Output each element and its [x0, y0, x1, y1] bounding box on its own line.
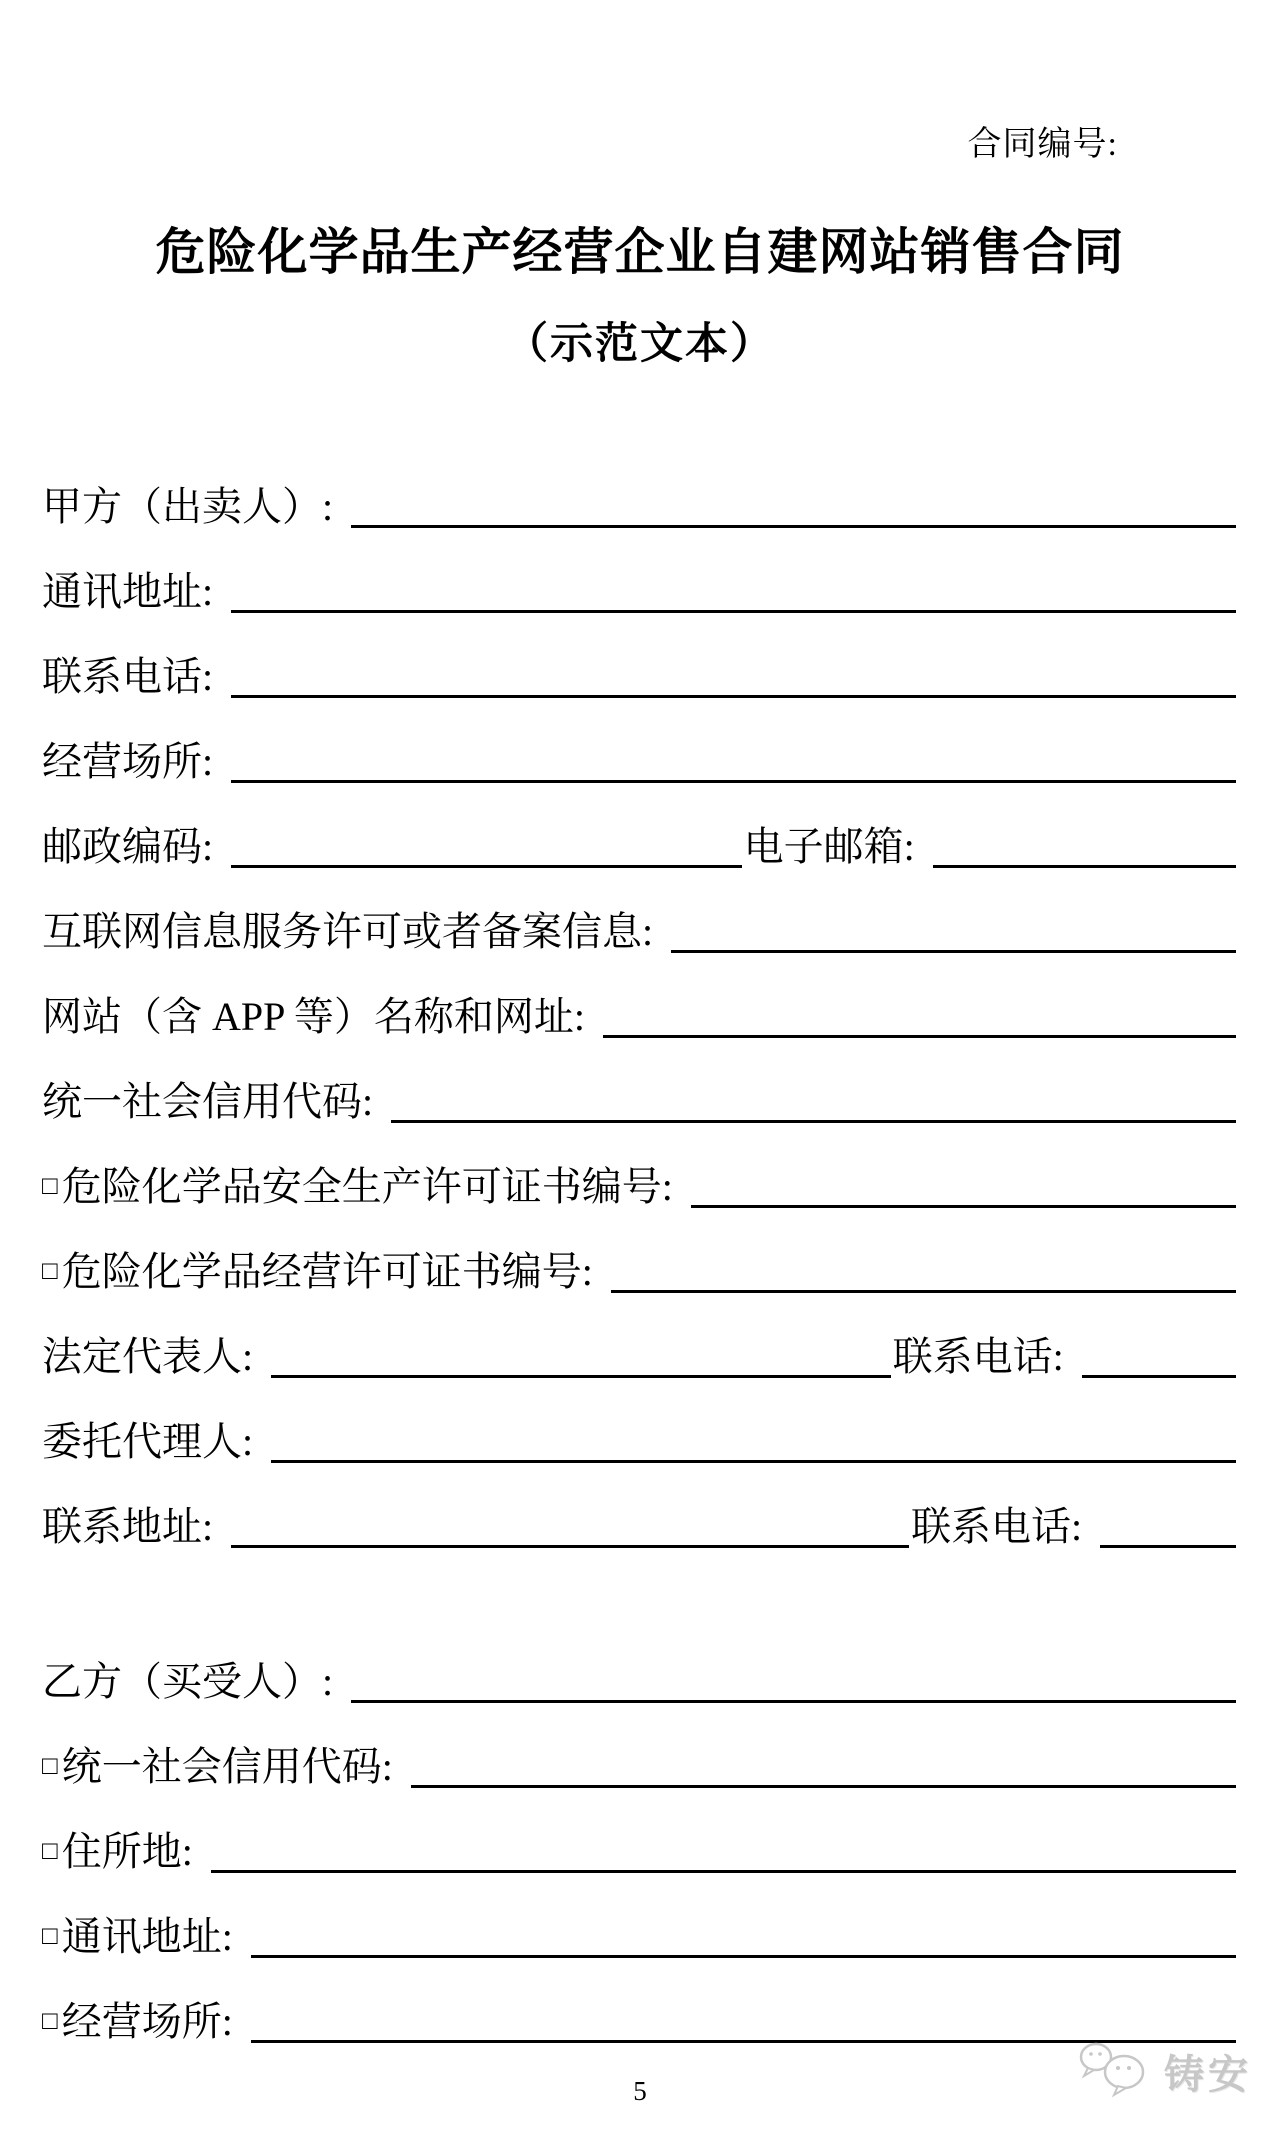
- field-label: 通讯地址:: [42, 569, 214, 615]
- fill-in-line: [1100, 1533, 1236, 1548]
- form-row: [42, 814, 1236, 868]
- checkbox-icon: □: [42, 1836, 58, 1865]
- checkbox-icon: □: [42, 2006, 58, 2035]
- field-label: 统一社会信用代码:: [42, 1079, 374, 1125]
- fill-in-line: [231, 768, 1236, 783]
- fill-in-line: [411, 1773, 1236, 1788]
- form-row: [42, 984, 1236, 1038]
- fill-in-line: [603, 1023, 1236, 1038]
- field-label: 统一社会信用代码:: [61, 1744, 393, 1790]
- watermark: [1076, 2040, 1252, 2103]
- field-label: 联系电话:: [911, 1504, 1083, 1550]
- field-label: 电子邮箱:: [743, 824, 915, 870]
- form-row: [42, 1904, 1236, 1958]
- fill-in-form: [42, 474, 1236, 2074]
- fill-in-line: [351, 513, 1236, 528]
- form-row: [42, 1734, 1236, 1788]
- fill-in-line: [671, 938, 1236, 953]
- form-row: [42, 559, 1236, 613]
- field-label: 委托代理人:: [42, 1419, 254, 1465]
- field-label: 邮政编码:: [42, 824, 214, 870]
- field-label: 甲方（出卖人）:: [42, 484, 334, 530]
- fill-in-line: [691, 1193, 1236, 1208]
- field-label: 法定代表人:: [42, 1334, 254, 1380]
- fill-in-line: [251, 1943, 1236, 1958]
- contract-subtitle: （示范文本）: [505, 321, 775, 368]
- form-row: [42, 1649, 1236, 1703]
- section-party-b: [42, 1649, 1236, 2043]
- field-label: 联系地址:: [42, 1504, 214, 1550]
- fill-in-line: [211, 1858, 1236, 1873]
- form-row: [42, 1819, 1236, 1873]
- checkbox-icon: □: [42, 1921, 58, 1950]
- form-row: [42, 729, 1236, 783]
- field-label: 经营场所:: [61, 1999, 233, 2045]
- form-row: [42, 1494, 1236, 1548]
- field-label: 网站（含 APP 等）名称和网址:: [42, 994, 586, 1040]
- wechat-bubbles-icon: [1076, 2040, 1154, 2103]
- form-row: [42, 1409, 1236, 1463]
- fill-in-line: [391, 1108, 1236, 1123]
- field-label: 危险化学品经营许可证书编号:: [61, 1249, 593, 1295]
- field-label: 通讯地址:: [61, 1914, 233, 1960]
- field-label: 互联网信息服务许可或者备案信息:: [42, 909, 654, 955]
- field-label: 经营场所:: [42, 739, 214, 785]
- checkbox-icon: □: [42, 1256, 58, 1285]
- fill-in-line: [933, 853, 1236, 868]
- fill-in-line: [611, 1278, 1236, 1293]
- fill-in-line: [1082, 1363, 1236, 1378]
- fill-in-line: [231, 853, 741, 868]
- form-row: [42, 1069, 1236, 1123]
- watermark-text: 铸安: [1164, 2052, 1252, 2097]
- fill-in-line: [231, 1533, 909, 1548]
- form-row: [42, 899, 1236, 953]
- fill-in-line: [271, 1448, 1236, 1463]
- field-label: 危险化学品安全生产许可证书编号:: [61, 1164, 673, 1210]
- form-row: [42, 1989, 1236, 2043]
- checkbox-icon: □: [42, 1171, 58, 1200]
- form-row: [42, 1324, 1236, 1378]
- fill-in-line: [231, 598, 1236, 613]
- page-number: 5: [633, 2076, 647, 2106]
- section-party-a: [42, 474, 1236, 1548]
- field-label: 联系电话:: [892, 1334, 1064, 1380]
- fill-in-line: [271, 1363, 891, 1378]
- fill-in-line: [231, 683, 1236, 698]
- field-label: 乙方（买受人）:: [42, 1659, 334, 1705]
- checkbox-icon: □: [42, 1751, 58, 1780]
- form-row: [42, 644, 1236, 698]
- fill-in-line: [351, 1688, 1236, 1703]
- field-label: 联系电话:: [42, 654, 214, 700]
- form-row: [42, 1154, 1236, 1208]
- form-row: [42, 1239, 1236, 1293]
- contract-title: 危险化学品生产经营企业自建网站销售合同: [155, 224, 1125, 280]
- form-row: [42, 474, 1236, 528]
- contract-number-label: 合同编号:: [967, 126, 1118, 163]
- field-label: 住所地:: [61, 1829, 193, 1875]
